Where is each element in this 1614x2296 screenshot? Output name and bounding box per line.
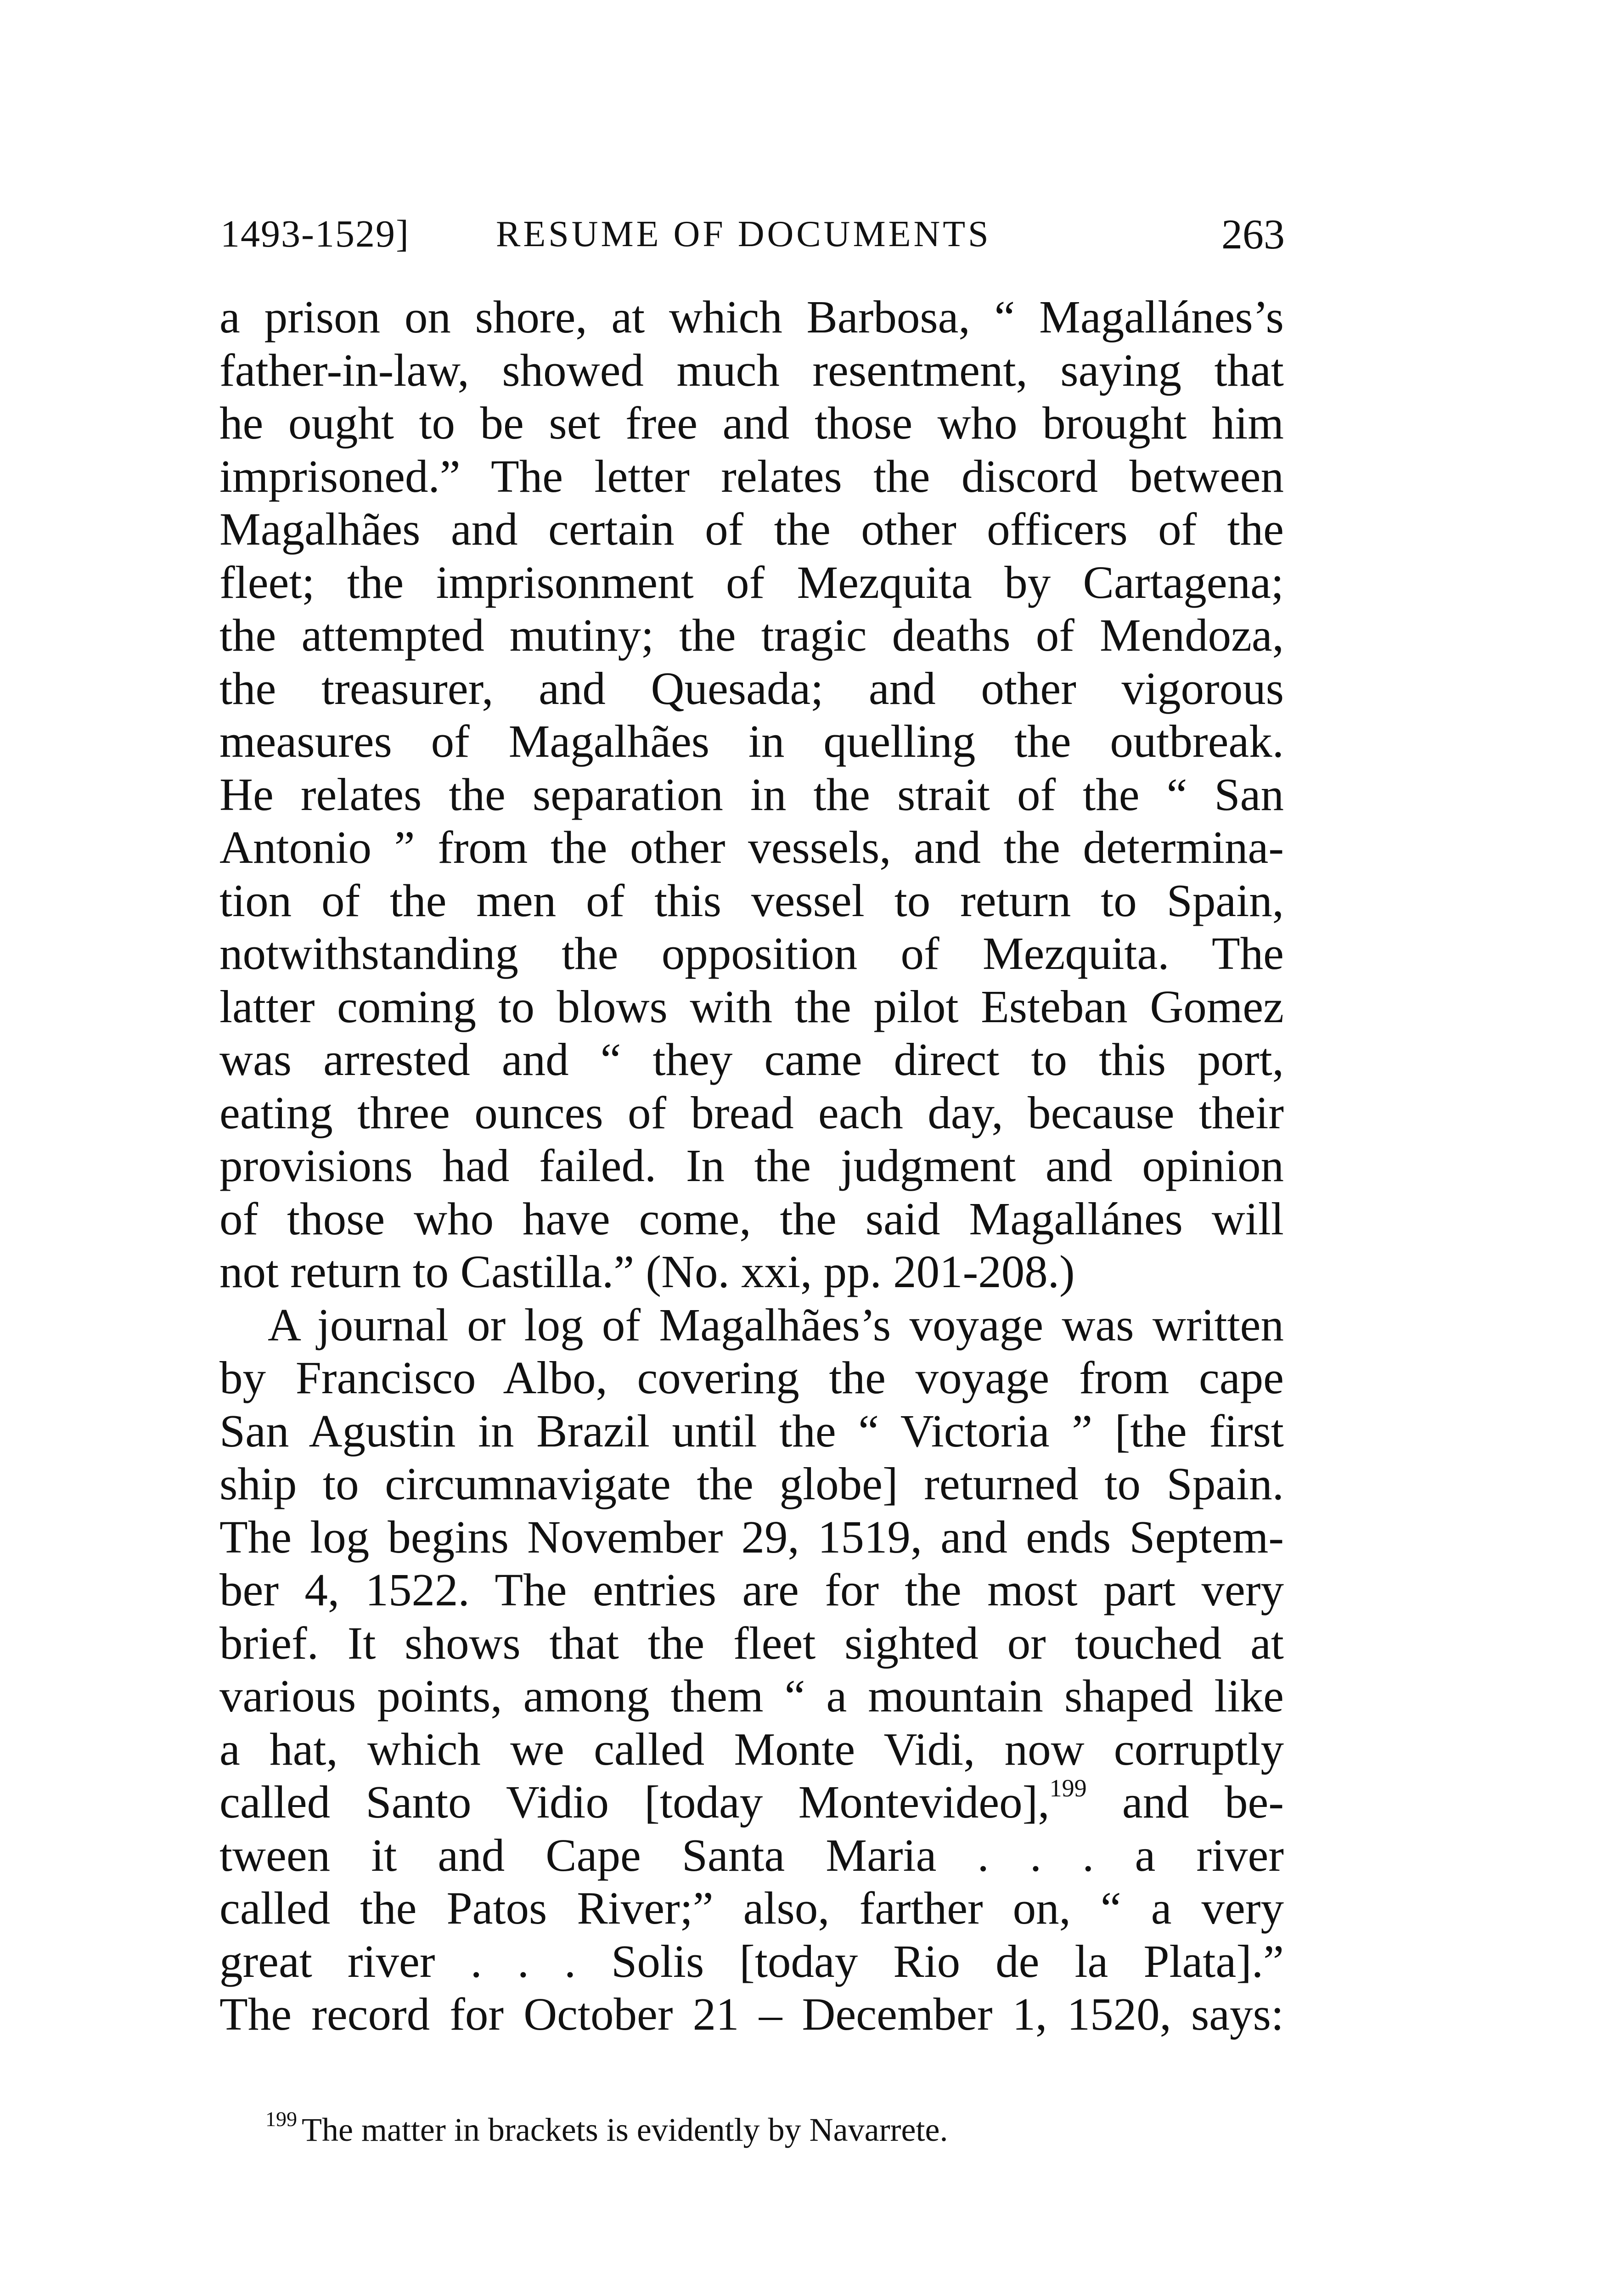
text-line: tion of the men of this vessel to return to Spain,	[219, 874, 1284, 926]
text-line: Antonio ” from the other vessels, and the determina-	[219, 822, 1284, 873]
footnote-reference[interactable]: 199	[1049, 1774, 1087, 1802]
text-line: notwithstanding the opposition of Mezquita. The	[219, 928, 1284, 979]
text-line-with-footnote	[219, 1776, 1284, 1829]
text-line: a prison on shore, at which Barbosa, “ Magallánes’s	[219, 291, 1284, 343]
text-line: he ought to be set free and those who brought him	[219, 397, 1284, 449]
text-line: The record for October 21 – December 1, 1520, says:	[219, 1988, 1284, 2040]
text-line: various points, among them “ a mountain shaped like	[219, 1670, 1284, 1722]
running-header	[220, 207, 1285, 262]
text-line: the treasurer, and Quesada; and other vigorous	[219, 662, 1284, 714]
text-line: Magalhães and certain of the other officers of the	[219, 503, 1284, 555]
text-line: not return to Castilla.” (No. xxi, pp. 201-208.)	[219, 1246, 1075, 1297]
footnote-number: 199	[265, 2107, 297, 2131]
text-line: of those who have come, the said Magallánes will	[219, 1193, 1284, 1244]
text-line: eating three ounces of bread each day, because their	[219, 1086, 1284, 1138]
footnote	[219, 2107, 1284, 2153]
text-line-tail: and be-	[1122, 1776, 1284, 1828]
text-line: father-in-law, showed much resentment, saying that	[219, 344, 1284, 396]
text-line: measures of Magalhães in quelling the outbreak.	[219, 715, 1284, 767]
text-line: the attempted mutiny; the tragic deaths of Mendoza,	[219, 609, 1284, 661]
text-line: fleet; the imprisonment of Mezquita by Cartagena;	[219, 556, 1284, 608]
text-line: The log begins November 29, 1519, and ends Septem-	[219, 1511, 1284, 1563]
text-line-head: called Santo Vidio [today Montevideo],	[219, 1776, 1050, 1828]
paragraph-start-line: A journal or log of Magalhães’s voyage was written	[268, 1299, 1284, 1351]
text-line: tween it and Cape Santa Maria . . . a river	[219, 1829, 1284, 1881]
text-line: imprisoned.” The letter relates the discord between	[219, 450, 1284, 502]
text-line: ber 4, 1522. The entries are for the most part very	[219, 1564, 1284, 1615]
text-line: by Francisco Albo, covering the voyage from cape	[219, 1352, 1284, 1403]
footnote-text: The matter in brackets is evidently by Navarrete.	[302, 2111, 948, 2148]
text-line: provisions had failed. In the judgment and opinion	[219, 1140, 1284, 1191]
text-line: He relates the separation in the strait of the “ San	[219, 768, 1284, 820]
text-line: a hat, which we called Monte Vidi, now corruptly	[219, 1723, 1284, 1775]
text-line: latter coming to blows with the pilot Esteban Gomez	[219, 980, 1284, 1032]
text-line: ship to circumnavigate the globe] returned to Spain.	[219, 1458, 1284, 1509]
header-date-range: 1493-1529]	[220, 213, 410, 255]
header-running-title: RESUME OF DOCUMENTS	[496, 214, 991, 254]
text-line: San Agustin in Brazil until the “ Victoria ” [the first	[219, 1405, 1284, 1457]
text-line: brief. It shows that the fleet sighted or touched at	[219, 1617, 1284, 1669]
text-line: called the Patos River;” also, farther on, “ a very	[219, 1882, 1284, 1934]
text-line: great river . . . Solis [today Rio de la Plata].”	[219, 1935, 1284, 1987]
page-number: 263	[1221, 211, 1285, 258]
body-text	[219, 291, 1284, 2041]
text-line: was arrested and “ they came direct to this port,	[219, 1034, 1284, 1085]
